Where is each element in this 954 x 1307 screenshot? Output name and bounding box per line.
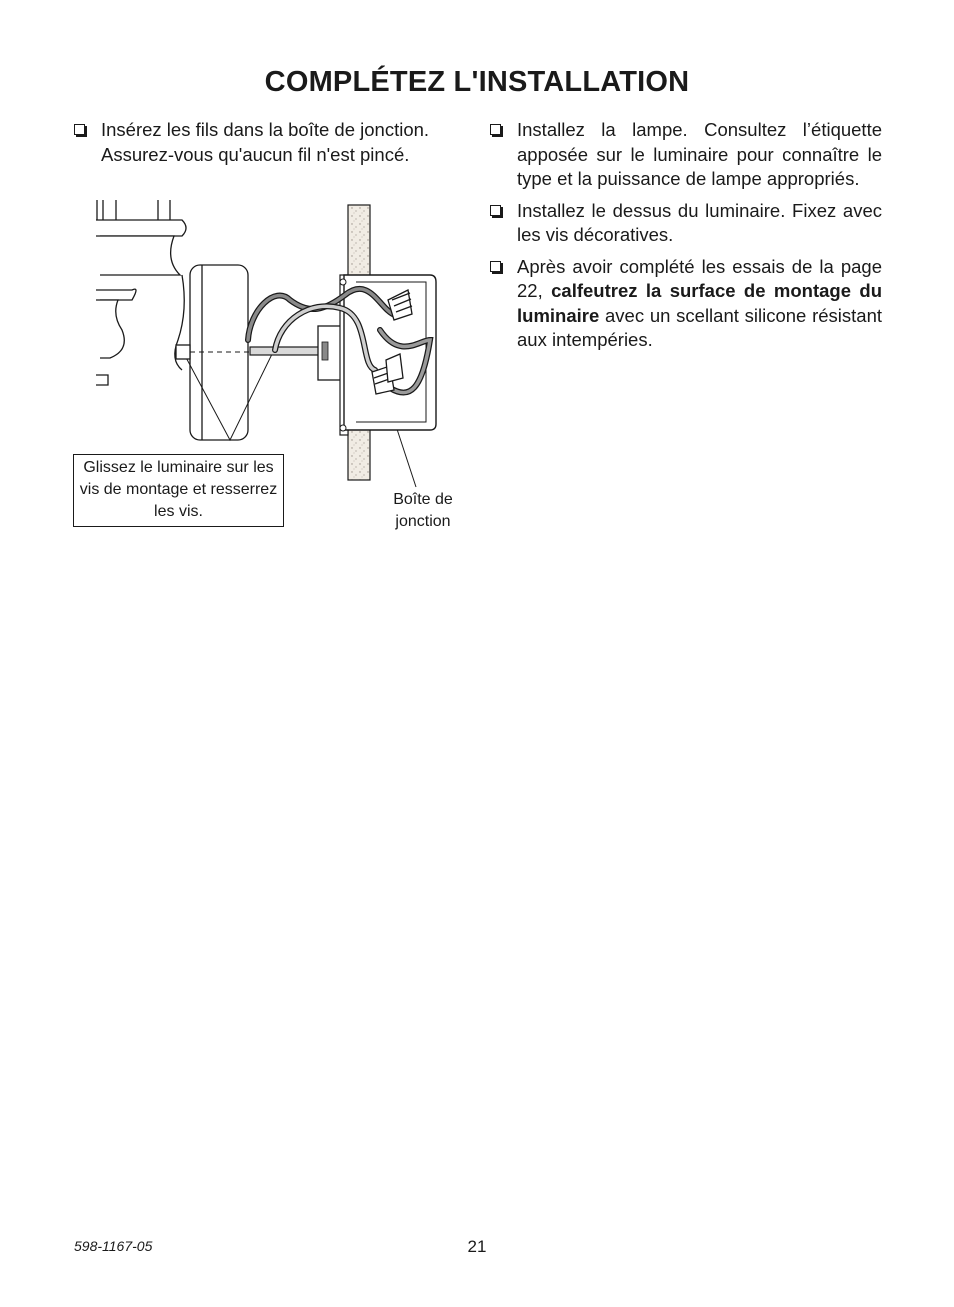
junction-box-label: Boîte de jonction [393, 491, 453, 530]
page-number: 21 [467, 1237, 487, 1256]
step-install-lamp [490, 118, 882, 192]
callout-slide-fixture: Glissez le luminaire sur les vis de montage et resserrez les vis. [73, 454, 284, 527]
step-install-top [490, 199, 882, 248]
checkbox-icon [490, 261, 501, 272]
step-insert-wires [74, 118, 468, 167]
checkbox-icon [490, 205, 501, 216]
step-text: Installez la lampe. Consultez l’étiquette apposée sur le luminaire pour connaître le type et la puissance de lampe appropriés. [517, 119, 882, 189]
step-text: Installez le dessus du luminaire. Fixez avec les vis décoratives. [517, 199, 882, 245]
checkbox-icon [490, 124, 501, 135]
document-code: 598-1167-05 [74, 1238, 153, 1254]
step-caulk [490, 255, 882, 353]
step-text-pre: Après avoir complété les essais de la page 22, [517, 255, 882, 301]
right-column [490, 118, 882, 360]
step-text-bold: calfeutrez la surface de montage du luminaire [517, 280, 883, 326]
checkbox-icon [74, 124, 85, 135]
page-title: COMPLÉTEZ L'INSTALLATION [264, 66, 690, 98]
left-column [74, 118, 468, 174]
fixture-icon [96, 200, 248, 440]
step-text-post: avec un scellant silicone résistant aux intempéries. [517, 304, 882, 350]
step-text: Insérez les fils dans la boîte de jonction. Assurez-vous qu'aucun fil n'est pincé. [101, 119, 430, 165]
junction-box-icon [340, 275, 436, 435]
